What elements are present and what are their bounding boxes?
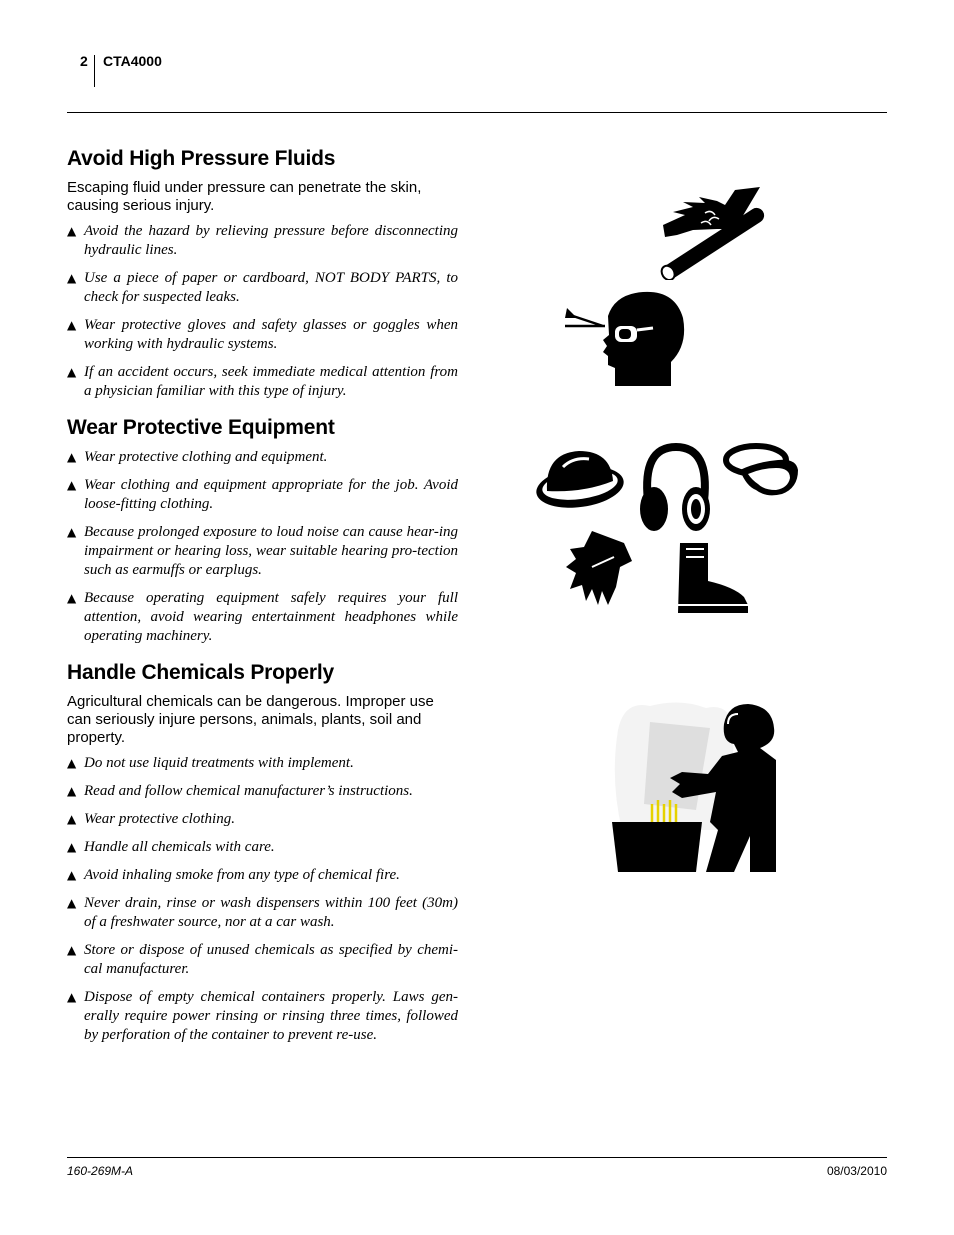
section-title: Wear Protective Equipment [67, 416, 335, 439]
safety-glasses-head-icon [563, 290, 687, 388]
list-item: ▲ Avoid the hazard by relieving pressure before disconnecting hydraulic lines. [67, 223, 458, 258]
list-item: ▲ Never drain, rinse or wash dispensers within 100 feet (30m) of a freshwater source, nor at a car wash. [67, 895, 458, 930]
hydraulic-leak-hand-icon [655, 185, 770, 280]
section-intro: Agricultural chemicals can be dangerous. Improper use can seriously injure persons, animals, plants, soil and property. [67, 693, 434, 746]
bullet-triangle-icon: ▲ [67, 271, 77, 285]
bullet-triangle-icon: ▲ [67, 840, 77, 854]
list-item: ▲ Wear clothing and equipment appropriate for the job. Avoid loose-fitting clothing. [67, 477, 458, 512]
footer-date: 08/03/2010 [826, 1164, 887, 1178]
bullet-triangle-icon: ▲ [67, 756, 77, 770]
gloves-icon [562, 527, 636, 607]
document-title: CTA4000 [103, 53, 162, 69]
bullet-triangle-icon: ▲ [67, 943, 77, 957]
bullet-triangle-icon: ▲ [67, 365, 77, 379]
list-item: ▲ Avoid inhaling smoke from any type of chemical fire. [67, 867, 400, 883]
bullet-triangle-icon: ▲ [67, 478, 77, 492]
section-title: Avoid High Pressure Fluids [67, 147, 336, 170]
chemical-handling-icon [610, 700, 782, 876]
header-divider [94, 55, 95, 87]
bullet-triangle-icon: ▲ [67, 224, 77, 238]
bullet-triangle-icon: ▲ [67, 318, 77, 332]
section-title: Handle Chemicals Properly [67, 661, 334, 684]
list-item: ▲ Because operating equipment safely requires your full attention, avoid wearing entertainment headphones while operating machinery. [67, 590, 458, 644]
bullet-triangle-icon: ▲ [67, 990, 77, 1004]
boot-icon [674, 541, 750, 615]
list-item: ▲ Do not use liquid treatments with implement. [67, 755, 354, 771]
list-item: ▲ Store or dispose of unused chemicals as specified by chemi-cal manufacturer. [67, 942, 458, 977]
list-item: ▲ Wear protective clothing and equipment. [67, 449, 328, 465]
page-number: 2 [80, 53, 88, 69]
list-item: ▲ Use a piece of paper or cardboard, NOT BODY PARTS, to check for suspected leaks. [67, 270, 458, 305]
section-high-pressure-fluids [67, 147, 458, 410]
list-item: ▲ Dispose of empty chemical containers properly. Laws gen-erally require power rinsing or rinsing three times, followed by perforation of the container to prevent re-use. [67, 989, 458, 1043]
list-item: ▲ Read and follow chemical manufacturer’s instructions. [67, 783, 413, 799]
bullet-triangle-icon: ▲ [67, 591, 77, 605]
goggles-icon [720, 440, 800, 502]
list-item: ▲ If an accident occurs, seek immediate medical attention from a physician familiar with this type of injury. [67, 364, 458, 399]
list-item: ▲ Wear protective gloves and safety glasses or goggles when working with hydraulic systems. [67, 317, 458, 352]
section-protective-equipment [67, 416, 458, 655]
bullet-triangle-icon: ▲ [67, 812, 77, 826]
bullet-triangle-icon: ▲ [67, 868, 77, 882]
footer-rule [67, 1157, 887, 1158]
list-item: ▲ Handle all chemicals with care. [67, 839, 275, 855]
bullet-triangle-icon: ▲ [67, 525, 77, 539]
section-intro: Escaping fluid under pressure can penetrate the skin, causing serious injury. [67, 179, 422, 214]
bullet-triangle-icon: ▲ [67, 450, 77, 464]
list-item: ▲ Because prolonged exposure to loud noise can cause hear-ing impairment or hearing loss, wear suitable hearing pro-tection such as earmuffs or earplugs. [67, 524, 458, 578]
hard-hat-icon [533, 447, 628, 511]
bullet-triangle-icon: ▲ [67, 896, 77, 910]
ear-muffs-icon [638, 443, 714, 533]
bullet-triangle-icon: ▲ [67, 784, 77, 798]
list-item: ▲ Wear protective clothing. [67, 811, 235, 827]
part-number: 160-269M-A [67, 1164, 134, 1178]
section-handle-chemicals [67, 661, 458, 1054]
header-rule [67, 112, 887, 113]
